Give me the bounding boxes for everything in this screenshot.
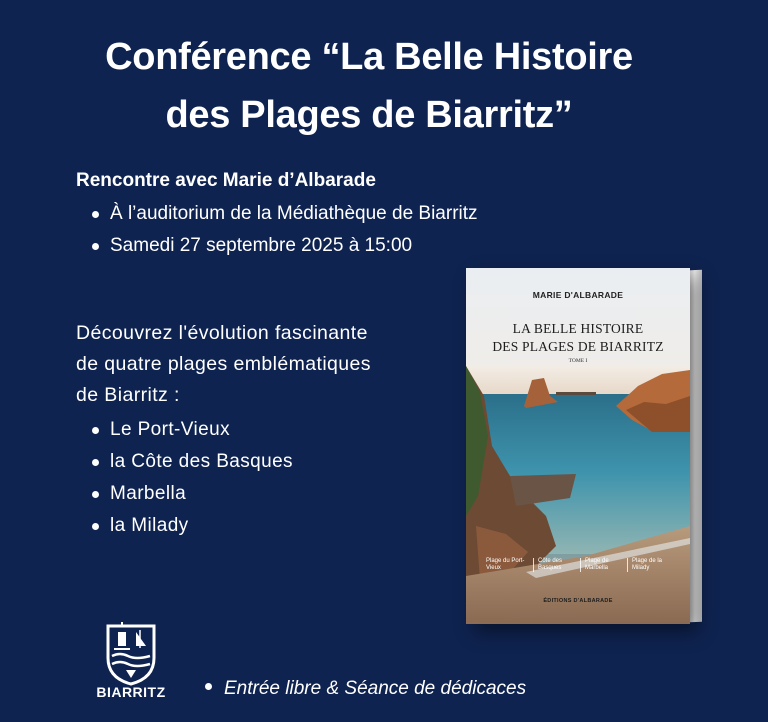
bullet-icon [92,243,99,250]
beach-list [76,414,293,542]
book-volume: TOME I [568,358,588,364]
list-item [76,414,293,446]
book-cover [466,268,690,624]
book-title [466,320,690,356]
book-author: MARIE D'ALBARADE [532,290,624,300]
description-line: de Biarritz : [76,384,180,406]
book-beach-label: Côte des Basques [533,558,580,572]
beach-name: la Côte des Basques [110,451,293,472]
beach-name: Le Port-Vieux [110,419,230,440]
book-page-edges [690,270,702,622]
list-item [76,446,293,478]
bullet-icon [92,459,99,466]
footer-info [205,678,526,700]
meeting-heading: Rencontre avec Marie d’Albarade [76,170,376,191]
list-item [76,478,293,510]
description-text [76,318,456,411]
title-line-1: Conférence “La Belle Histoire [105,36,633,78]
beach-name: Marbella [110,483,187,504]
book-beach-label: Plage de la Milady [627,558,674,572]
page-title [0,28,738,144]
bullet-icon [92,427,99,434]
book-title-line: DES PLAGES DE BIARRITZ [492,339,664,354]
book-cover-background [466,268,690,624]
list-item [76,198,478,230]
beach-name: la Milady [110,515,189,536]
event-details-list [76,198,478,262]
book-cover-photo [466,366,690,624]
event-location: À l’auditorium de la Médiathèque de Biarritz [110,203,478,224]
footer-text: Entrée libre & Séance de dédicaces [224,678,527,699]
list-item [76,510,293,542]
book-beach-labels [486,558,686,572]
event-date: Samedi 27 septembre 2025 à 15:00 [110,235,413,256]
book-beach-label: Plage de Marbella [580,558,627,572]
description-line: Découvrez l'évolution fascinante [76,322,368,344]
book-beach-label: Plage du Port-Vieux [486,558,525,571]
bullet-icon [92,211,99,218]
book-publisher: ÉDITIONS D'ALBARADE [543,598,613,604]
logo-wordmark: BIARRITZ [96,684,166,700]
bullet-icon [92,523,99,530]
description-line: de quatre plages emblématiques [76,353,371,375]
bullet-icon [205,683,212,690]
title-line-2: des Plages de Biarritz” [165,94,573,136]
book-title-line: LA BELLE HISTOIRE [512,321,644,336]
list-item [76,230,478,262]
coastal-photo-illustration [466,366,690,624]
bullet-icon [92,491,99,498]
